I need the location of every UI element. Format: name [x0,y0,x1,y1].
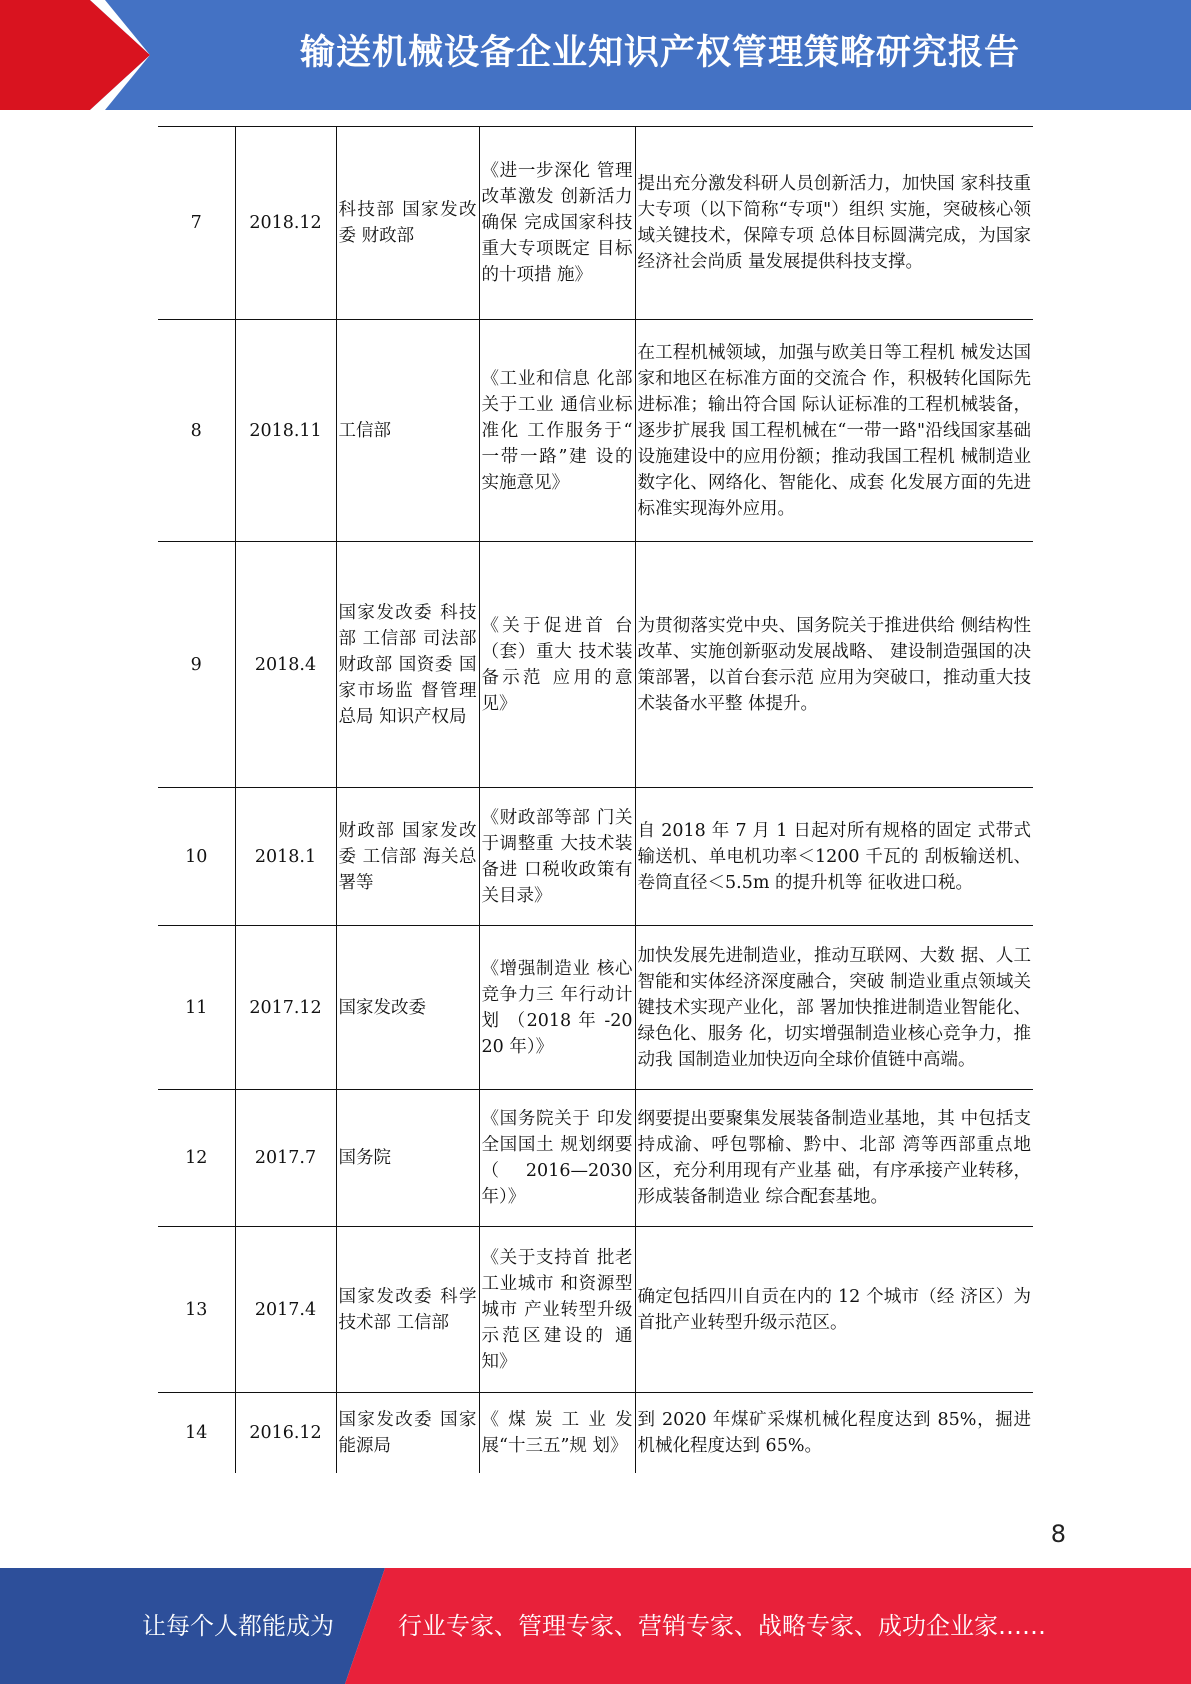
page-number: 8 [1050,1520,1066,1548]
table-row [158,1227,1033,1393]
table-row [158,1090,1033,1227]
row-number: 8 [158,320,235,542]
row-policy-title: 《煤炭工业发 展“十三五”规 划》 [479,1393,635,1473]
row-number: 9 [158,542,235,788]
row-department: 财政部 国家发改委 工信部 海关总署等 [336,788,479,926]
row-policy-title: 《关于支持首 批老工业城市 和资源型城市 产业转型升级 示范区建设的 通知》 [479,1227,635,1393]
row-number: 14 [158,1393,235,1473]
row-policy-title: 《财政部等部 门关于调整重 大技术装备进 口税收政策有 关目录》 [479,788,635,926]
row-department: 国务院 [336,1090,479,1227]
row-department: 国家发改委 国家能源局 [336,1393,479,1473]
row-content: 在工程机械领域，加强与欧美日等工程机 械发达国家和地区在标准方面的交流合 作，积极转化国际先进标准；输出符合国 际认证标准的工程机械装备，逐步扩展我 国工程机械在“一带一路"沿线国家基础 设施建设中的应用份额；推动我国工程机 械制造业数字化、网络化、智能化、成套 化发展方面的先进标准实现海外应用。 [635,320,1033,542]
row-content: 确定包括四川自贡在内的 12 个城市（经 济区）为首批产业转型升级示范区。 [635,1227,1033,1393]
row-policy-title: 《关于促进首 台（套）重大 技术装备示范 应用的意见》 [479,542,635,788]
row-date: 2017.7 [235,1090,336,1227]
row-date: 2018.11 [235,320,336,542]
document-title: 输送机械设备企业知识产权管理策略研究报告 [299,33,1020,73]
row-policy-title: 《国务院关于 印发全国国土 规划纲要 （ 2016—2030 年）》 [479,1090,635,1227]
row-date: 2018.1 [235,788,336,926]
row-content: 纲要提出要聚集发展装备制造业基地，其 中包括支持成渝、呼包鄂榆、黔中、北部 湾等西部重点地区，充分利用现有产业基 础，有序承接产业转移，形成装备制造业 综合配套基地。 [635,1090,1033,1227]
row-number: 12 [158,1090,235,1227]
row-content: 加快发展先进制造业，推动互联网、大数 据、人工智能和实体经济深度融合，突破 制造业重点领域关键技术实现产业化，部 署加快推进制造业智能化、绿色化、服务 化，切实增强制造业核心竞争力，推动我 国制造业加快迈向全球价值链中高端。 [635,926,1033,1090]
row-number: 10 [158,788,235,926]
row-date: 2017.12 [235,926,336,1090]
table-row [158,1393,1033,1473]
row-content: 自 2018 年 7 月 1 日起对所有规格的固定 式带式输送机、单电机功率＜1200 千瓦的 刮板输送机、卷筒直径＜5.5m 的提升机等 征收进口税。 [635,788,1033,926]
row-department: 国家发改委 [336,926,479,1090]
row-content: 到 2020 年煤矿采煤机械化程度达到 85%，掘进机械化程度达到 65%。 [635,1393,1033,1473]
page-header [0,0,1191,110]
row-department: 国家发改委 科学技术部 工信部 [336,1227,479,1393]
table-row [158,127,1033,320]
table-row [158,542,1033,788]
table-row [158,788,1033,926]
row-date: 2018.4 [235,542,336,788]
row-policy-title: 《进一步深化 管理改革激发 创新活力确保 完成国家科技 重大专项既定 目标的十项措 施》 [479,127,635,320]
row-number: 7 [158,127,235,320]
row-date: 2016.12 [235,1393,336,1473]
row-content: 提出充分激发科研人员创新活力，加快国 家科技重大专项（以下简称“专项"）组织 实施，突破核心领域关键技术，保障专项 总体目标圆满完成，为国家经济社会尚质 量发展提供科技支撑。 [635,127,1033,320]
footer-slogan-right: 行业专家、管理专家、营销专家、战略专家、成功企业家…… [398,1612,1046,1640]
row-number: 11 [158,926,235,1090]
row-department: 工信部 [336,320,479,542]
row-content: 为贯彻落实党中央、国务院关于推进供给 侧结构性改革、实施创新驱动发展战略、 建设制造强国的决策部署，以首台套示范 应用为突破口，推动重大技术装备水平整 体提升。 [635,542,1033,788]
row-department: 科技部 国家发改委 财政部 [336,127,479,320]
row-number: 13 [158,1227,235,1393]
footer-slogan-left: 让每个人都能成为 [142,1612,334,1640]
header-arrow-decoration [0,0,150,110]
row-policy-title: 《工业和信息 化部关于工业 通信业标准化 工作服务于“ 一带一路”建 设的实施意见》 [479,320,635,542]
table-row [158,926,1033,1090]
policy-table [158,126,1033,1473]
row-department: 国家发改委 科技部 工信部 司法部 财政部 国资委 国家市场监 督管理总局 知识产权局 [336,542,479,788]
row-date: 2018.12 [235,127,336,320]
row-policy-title: 《增强制造业 核心竞争力三 年行动计划 （2018 年 -2020 年）》 [479,926,635,1090]
page-footer [0,1568,1191,1684]
table-row [158,320,1033,542]
row-date: 2017.4 [235,1227,336,1393]
